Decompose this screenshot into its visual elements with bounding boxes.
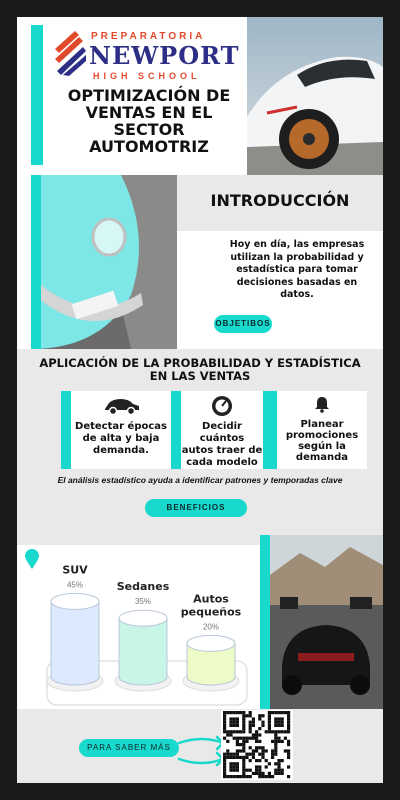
application-heading: APLICACIÓN DE LA PROBABILIDAD Y ESTADÍSTICA EN LAS VENTAS <box>39 356 361 383</box>
card-plan-promotions: Planear promociones según la demanda <box>277 391 367 469</box>
qr-code-icon <box>221 710 293 780</box>
card-accent-2 <box>171 391 181 469</box>
intro-heading: INTRODUCCIÓN <box>210 191 350 210</box>
bar-top-2 <box>187 635 235 651</box>
accent-bar-chart <box>260 535 270 709</box>
infographic-page <box>17 17 383 783</box>
sports-car-photo <box>247 17 383 175</box>
bar-top-0 <box>51 593 99 609</box>
bar-top-1 <box>119 610 167 626</box>
car-icon <box>103 397 141 415</box>
learn-more-button[interactable]: PARA SABER MÁS <box>79 739 179 757</box>
accent-bar-header <box>31 25 43 165</box>
bell-icon <box>313 395 331 413</box>
black-sports-car-photo <box>270 535 383 709</box>
bar-value-label-1: 35% <box>134 597 152 607</box>
application-note: El análisis estadístico ayuda a identificar patrones y temporadas clave <box>57 475 343 485</box>
school-logo <box>53 25 240 85</box>
card-decide-models: Decidir cuántos autos traer de cada modelo <box>181 391 263 469</box>
logo-top-text: PREPARATORIA <box>91 31 206 42</box>
vintage-car-photo <box>31 175 177 349</box>
bar-category-label-2: pequeños <box>180 605 242 619</box>
card-detect-demand: Detectar épocas de alta y baja demanda. <box>71 391 171 469</box>
card-accent-1 <box>61 391 71 469</box>
bar-1 <box>119 618 167 685</box>
card-accent-3 <box>263 391 277 469</box>
bar-category-label-0: SUV <box>62 563 88 577</box>
vehicle-sales-chart <box>37 549 259 721</box>
objetivos-button[interactable]: OBJETIBOS <box>214 315 272 333</box>
bar-category-label-1: Sedanes <box>116 580 170 594</box>
accent-bar-intro <box>31 175 41 349</box>
bar-value-label-0: 45% <box>66 580 84 590</box>
logo-bottom-text: HIGH SCHOOL <box>93 71 201 81</box>
bar-0 <box>51 601 99 685</box>
qr-code[interactable] <box>221 710 293 780</box>
chart-svg <box>37 549 259 721</box>
gauge-icon <box>211 395 233 417</box>
intro-text: Hoy en día, las empresas utilizan la probabilidad y estadística para tomar decisiones basadas en datos. <box>229 239 365 300</box>
logo-stripes-icon <box>53 29 87 77</box>
bar-category-label-2: Autos <box>193 592 229 606</box>
page-title: OPTIMIZACIÓN DE VENTAS EN EL SECTOR AUTOMOTRIZ <box>67 86 231 156</box>
beneficios-button[interactable]: BENEFICIOS <box>145 499 247 517</box>
logo-main-text: NEWPORT <box>89 41 240 70</box>
bar-value-label-2: 20% <box>202 622 220 632</box>
arrows-icon <box>177 729 227 773</box>
